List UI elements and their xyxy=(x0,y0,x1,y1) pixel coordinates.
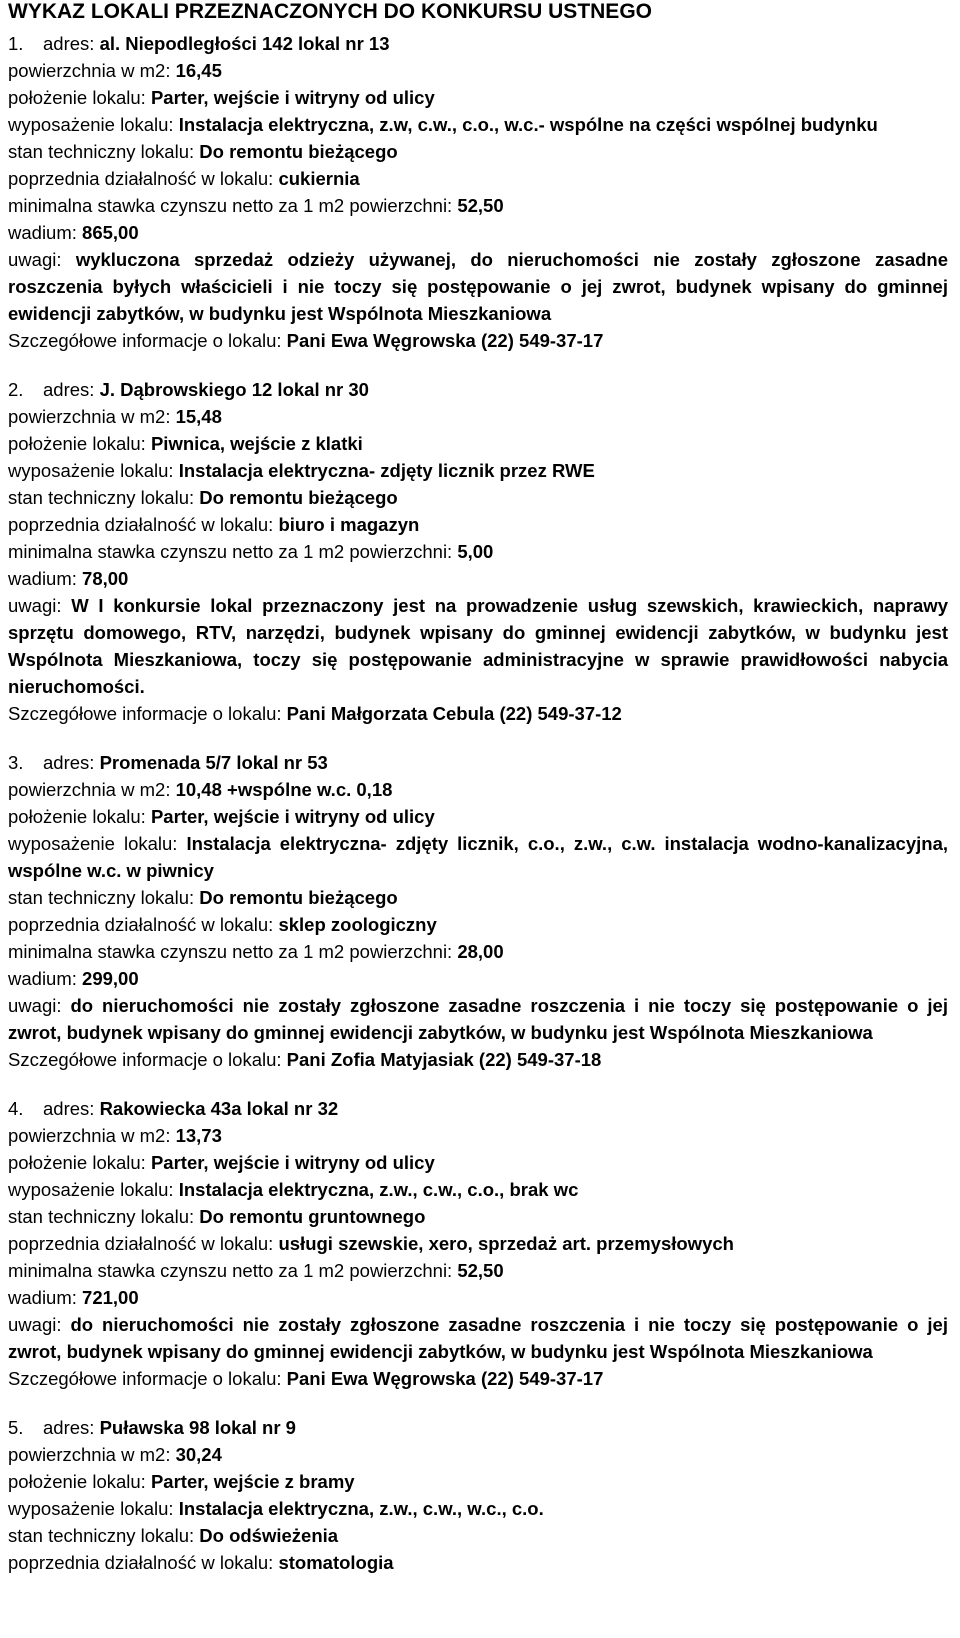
entry-number: 5. xyxy=(8,1417,24,1438)
min-rent-label: minimalna stawka czynszu netto za 1 m2 powierzchni: xyxy=(8,195,458,216)
area-label: powierzchnia w m2: xyxy=(8,406,176,427)
entry-address-line xyxy=(8,749,948,776)
contact-info-label: Szczegółowe informacje o lokalu: xyxy=(8,1049,287,1070)
location-label: położenie lokalu: xyxy=(8,87,151,108)
location-label: położenie lokalu: xyxy=(8,1471,151,1492)
min-rent-label: minimalna stawka czynszu netto za 1 m2 powierzchni: xyxy=(8,941,458,962)
notes-label: uwagi: xyxy=(8,995,71,1016)
deposit-value: 865,00 xyxy=(82,222,139,243)
area-line xyxy=(8,57,948,84)
area-value: 16,45 xyxy=(175,60,222,81)
deposit-label: wadium: xyxy=(8,222,83,243)
address-value: Puławska 98 lokal nr 9 xyxy=(99,1417,296,1438)
previous-activity-value: cukiernia xyxy=(278,168,360,189)
location-value: Parter, wejście i witryny od ulicy xyxy=(150,806,435,827)
previous-activity-line xyxy=(8,1230,948,1257)
deposit-label: wadium: xyxy=(8,1287,83,1308)
condition-value: Do remontu gruntownego xyxy=(199,1206,426,1227)
condition-label: stan techniczny lokalu: xyxy=(8,887,200,908)
document-title: WYKAZ LOKALI PRZEZNACZONYCH DO KONKURSU USTNEGO xyxy=(8,0,652,23)
deposit-line xyxy=(8,1284,948,1311)
condition-value: Do odświeżenia xyxy=(199,1525,339,1546)
address-label: adres: xyxy=(43,1098,100,1119)
previous-activity-label: poprzednia działalność w lokalu: xyxy=(8,1552,279,1573)
area-value: 13,73 xyxy=(175,1125,222,1146)
min-rent-value: 28,00 xyxy=(457,941,504,962)
address-value: J. Dąbrowskiego 12 lokal nr 30 xyxy=(99,379,369,400)
previous-activity-line xyxy=(8,911,948,938)
entry-address-line xyxy=(8,1414,948,1441)
deposit-label: wadium: xyxy=(8,968,83,989)
min-rent-line xyxy=(8,1257,948,1284)
condition-value: Do remontu bieżącego xyxy=(199,141,398,162)
location-label: położenie lokalu: xyxy=(8,806,151,827)
contact-info-label: Szczegółowe informacje o lokalu: xyxy=(8,1368,287,1389)
deposit-value: 78,00 xyxy=(82,568,129,589)
area-value: 10,48 +wspólne w.c. 0,18 xyxy=(175,779,393,800)
address-label: adres: xyxy=(43,752,100,773)
list-item xyxy=(8,1095,948,1392)
previous-activity-label: poprzednia działalność w lokalu: xyxy=(8,514,279,535)
equipment-value: Instalacja elektryczna- zdjęty licznik przez RWE xyxy=(178,460,595,481)
entry-number: 4. xyxy=(8,1098,24,1119)
condition-value: Do remontu bieżącego xyxy=(199,487,398,508)
previous-activity-value: sklep zoologiczny xyxy=(278,914,437,935)
previous-activity-value: usługi szewskie, xero, sprzedaż art. przemysłowych xyxy=(278,1233,734,1254)
address-value: Promenada 5/7 lokal nr 53 xyxy=(99,752,328,773)
deposit-label: wadium: xyxy=(8,568,83,589)
condition-line xyxy=(8,138,948,165)
entry-address-line xyxy=(8,1095,948,1122)
list-item xyxy=(8,30,948,354)
deposit-value: 299,00 xyxy=(82,968,139,989)
equipment-value: Instalacja elektryczna, z.w, c.w., c.o., w.c.- wspólne na części wspólnej budynku xyxy=(178,114,878,135)
entry-number: 2. xyxy=(8,379,24,400)
address-value: Rakowiecka 43a lokal nr 32 xyxy=(99,1098,339,1119)
area-value: 30,24 xyxy=(175,1444,222,1465)
equipment-label: wyposażenie lokalu: xyxy=(8,833,187,854)
equipment-label: wyposażenie lokalu: xyxy=(8,460,179,481)
area-label: powierzchnia w m2: xyxy=(8,1125,176,1146)
equipment-line xyxy=(8,830,948,884)
location-line xyxy=(8,1149,948,1176)
location-value: Parter, wejście z bramy xyxy=(150,1471,355,1492)
min-rent-label: minimalna stawka czynszu netto za 1 m2 powierzchni: xyxy=(8,541,458,562)
condition-line xyxy=(8,484,948,511)
equipment-line xyxy=(8,111,948,138)
contact-info-value: Pani Zofia Matyjasiak (22) 549-37-18 xyxy=(286,1049,602,1070)
location-label: położenie lokalu: xyxy=(8,433,151,454)
deposit-value: 721,00 xyxy=(82,1287,139,1308)
notes-line xyxy=(8,592,948,700)
location-line xyxy=(8,84,948,111)
address-label: adres: xyxy=(43,379,100,400)
condition-value: Do remontu bieżącego xyxy=(199,887,398,908)
list-item xyxy=(8,1414,948,1576)
previous-activity-value: biuro i magazyn xyxy=(278,514,420,535)
contact-info-label: Szczegółowe informacje o lokalu: xyxy=(8,703,287,724)
min-rent-line xyxy=(8,192,948,219)
notes-line xyxy=(8,992,948,1046)
equipment-line xyxy=(8,1495,948,1522)
area-label: powierzchnia w m2: xyxy=(8,1444,176,1465)
contact-info-label: Szczegółowe informacje o lokalu: xyxy=(8,330,287,351)
address-label: adres: xyxy=(43,33,100,54)
notes-label: uwagi: xyxy=(8,249,76,270)
contact-info-line xyxy=(8,327,948,354)
contact-info-line xyxy=(8,1046,948,1073)
previous-activity-line xyxy=(8,511,948,538)
area-line xyxy=(8,1122,948,1149)
equipment-line xyxy=(8,1176,948,1203)
list-item xyxy=(8,376,948,727)
notes-value: do nieruchomości nie zostały zgłoszone zasadne roszczenia i nie toczy się postępowanie o jej zwrot, budynek wpisany do gminnej ewidencji zabytków, w budynku jest Wspólnota Mieszkaniowa xyxy=(8,995,948,1043)
notes-value: wykluczona sprzedaż odzieży używanej, do nieruchomości nie zostały zgłoszone zasadne roszczenia byłych właścicieli i nie toczy się postępowanie o jej zwrot, budynek wpisany do gminnej ewidencji zabytków, w budynku jest Wspólnota Mieszkaniowa xyxy=(8,249,949,324)
location-label: położenie lokalu: xyxy=(8,1152,151,1173)
area-label: powierzchnia w m2: xyxy=(8,779,176,800)
equipment-label: wyposażenie lokalu: xyxy=(8,1498,179,1519)
condition-line xyxy=(8,1203,948,1230)
min-rent-value: 5,00 xyxy=(457,541,494,562)
deposit-line xyxy=(8,565,948,592)
location-line xyxy=(8,430,948,457)
min-rent-label: minimalna stawka czynszu netto za 1 m2 powierzchni: xyxy=(8,1260,458,1281)
address-label: adres: xyxy=(43,1417,100,1438)
location-value: Piwnica, wejście z klatki xyxy=(150,433,363,454)
list-item xyxy=(8,749,948,1073)
location-line xyxy=(8,803,948,830)
equipment-label: wyposażenie lokalu: xyxy=(8,114,179,135)
contact-info-value: Pani Ewa Węgrowska (22) 549-37-17 xyxy=(286,330,604,351)
min-rent-line xyxy=(8,938,948,965)
equipment-label: wyposażenie lokalu: xyxy=(8,1179,179,1200)
contact-info-value: Pani Małgorzata Cebula (22) 549-37-12 xyxy=(286,703,622,724)
notes-value: W I konkursie lokal przeznaczony jest na prowadzenie usług szewskich, krawieckich, naprawy sprzętu domowego, RTV, narzędzi, budynek wpisany do gminnej ewidencji zabytków, w budynku jest Wspólnota Mieszkaniowa, toczy się postępowanie administracyjne w sprawie prawidłowości nabycia nieruchomości. xyxy=(8,595,948,697)
address-value: al. Niepodległości 142 lokal nr 13 xyxy=(99,33,390,54)
previous-activity-line xyxy=(8,1549,948,1576)
previous-activity-label: poprzednia działalność w lokalu: xyxy=(8,914,279,935)
entry-address-line xyxy=(8,376,948,403)
previous-activity-label: poprzednia działalność w lokalu: xyxy=(8,168,279,189)
condition-label: stan techniczny lokalu: xyxy=(8,141,200,162)
equipment-line xyxy=(8,457,948,484)
notes-value: do nieruchomości nie zostały zgłoszone zasadne roszczenia i nie toczy się postępowanie o jej zwrot, budynek wpisany do gminnej ewidencji zabytków, w budynku jest Wspólnota Mieszkaniowa xyxy=(8,1314,948,1362)
entry-address-line xyxy=(8,30,948,57)
location-value: Parter, wejście i witryny od ulicy xyxy=(150,87,435,108)
min-rent-line xyxy=(8,538,948,565)
min-rent-value: 52,50 xyxy=(457,1260,504,1281)
condition-line xyxy=(8,884,948,911)
area-line xyxy=(8,1441,948,1468)
location-line xyxy=(8,1468,948,1495)
notes-label: uwagi: xyxy=(8,595,72,616)
contact-info-value: Pani Ewa Węgrowska (22) 549-37-17 xyxy=(286,1368,604,1389)
area-line xyxy=(8,403,948,430)
area-line xyxy=(8,776,948,803)
area-value: 15,48 xyxy=(175,406,222,427)
contact-info-line xyxy=(8,1365,948,1392)
notes-line xyxy=(8,246,948,327)
entry-number: 3. xyxy=(8,752,24,773)
contact-info-line xyxy=(8,700,948,727)
equipment-value: Instalacja elektryczna, z.w., c.w., c.o., brak wc xyxy=(178,1179,579,1200)
deposit-line xyxy=(8,219,948,246)
previous-activity-line xyxy=(8,165,948,192)
min-rent-value: 52,50 xyxy=(457,195,504,216)
condition-line xyxy=(8,1522,948,1549)
condition-label: stan techniczny lokalu: xyxy=(8,487,200,508)
previous-activity-value: stomatologia xyxy=(278,1552,394,1573)
area-label: powierzchnia w m2: xyxy=(8,60,176,81)
notes-label: uwagi: xyxy=(8,1314,71,1335)
equipment-value: Instalacja elektryczna, z.w., c.w., w.c., c.o. xyxy=(178,1498,544,1519)
previous-activity-label: poprzednia działalność w lokalu: xyxy=(8,1233,279,1254)
entry-number: 1. xyxy=(8,33,24,54)
entries-list xyxy=(8,30,948,1576)
location-value: Parter, wejście i witryny od ulicy xyxy=(150,1152,435,1173)
deposit-line xyxy=(8,965,948,992)
condition-label: stan techniczny lokalu: xyxy=(8,1525,200,1546)
condition-label: stan techniczny lokalu: xyxy=(8,1206,200,1227)
notes-line xyxy=(8,1311,948,1365)
equipment-value: Instalacja elektryczna- zdjęty licznik, c.o., z.w., c.w. instalacja wodno-kanalizacyjna, wspólne w.c. w piwnicy xyxy=(8,833,948,881)
